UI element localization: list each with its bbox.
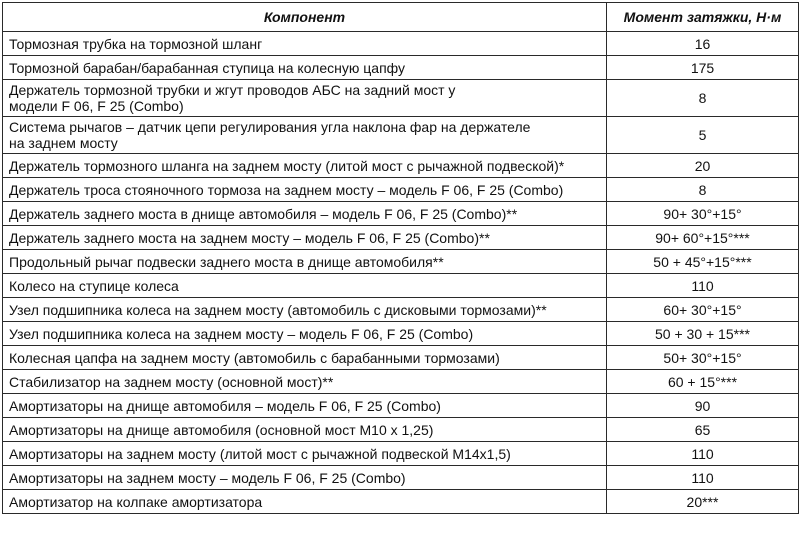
component-cell: Узел подшипника колеса на заднем мосту – модель F 06, F 25 (Combo) <box>3 322 607 346</box>
torque-specification-table <box>2 2 799 514</box>
torque-cell: 50 + 30 + 15*** <box>607 322 799 346</box>
torque-cell: 5 <box>607 117 799 154</box>
component-cell: Держатель заднего моста в днище автомобиля – модель F 06, F 25 (Combo)** <box>3 202 607 226</box>
torque-cell: 8 <box>607 178 799 202</box>
table-row <box>3 226 799 250</box>
component-cell: Амортизатор на колпаке амортизатора <box>3 490 607 514</box>
torque-cell: 90+ 60°+15°*** <box>607 226 799 250</box>
component-cell: Стабилизатор на заднем мосту (основной мост)** <box>3 370 607 394</box>
table-row <box>3 56 799 80</box>
header-torque: Момент затяжки, Н·м <box>607 3 799 32</box>
table-row <box>3 346 799 370</box>
component-cell: Тормозная трубка на тормозной шланг <box>3 32 607 56</box>
table-row <box>3 370 799 394</box>
table-row <box>3 442 799 466</box>
torque-cell: 65 <box>607 418 799 442</box>
table-row <box>3 322 799 346</box>
component-text: Держатель тормозной трубки и жгут проводов АБС на задний мост у модели F 06, F 25 (Combo) <box>9 82 456 114</box>
torque-cell: 110 <box>607 274 799 298</box>
component-cell <box>3 117 607 154</box>
table-row <box>3 154 799 178</box>
torque-cell: 50 + 45°+15°*** <box>607 250 799 274</box>
table-row <box>3 490 799 514</box>
torque-cell: 50+ 30°+15° <box>607 346 799 370</box>
torque-cell: 110 <box>607 466 799 490</box>
component-cell: Колесо на ступице колеса <box>3 274 607 298</box>
table-row <box>3 178 799 202</box>
table-row <box>3 466 799 490</box>
torque-cell: 20*** <box>607 490 799 514</box>
header-component: Компонент <box>3 3 607 32</box>
table-row <box>3 394 799 418</box>
table-row <box>3 202 799 226</box>
table-row <box>3 274 799 298</box>
table-row <box>3 250 799 274</box>
component-cell: Держатель заднего моста на заднем мосту – модель F 06, F 25 (Combo)** <box>3 226 607 250</box>
component-cell: Держатель троса стояночного тормоза на заднем мосту – модель F 06, F 25 (Combo) <box>3 178 607 202</box>
component-cell: Узел подшипника колеса на заднем мосту (автомобиль с дисковыми тормозами)** <box>3 298 607 322</box>
torque-table-container <box>2 2 798 558</box>
component-cell: Амортизаторы на заднем мосту – модель F 06, F 25 (Combo) <box>3 466 607 490</box>
component-cell: Амортизаторы на днище автомобиля (основной мост M10 x 1,25) <box>3 418 607 442</box>
torque-cell: 90+ 30°+15° <box>607 202 799 226</box>
torque-cell: 20 <box>607 154 799 178</box>
component-cell: Амортизаторы на заднем мосту (литой мост с рычажной подвеской M14x1,5) <box>3 442 607 466</box>
table-header-row <box>3 3 799 32</box>
torque-cell: 60+ 30°+15° <box>607 298 799 322</box>
component-text: Система рычагов – датчик цепи регулирования угла наклона фар на держателе на заднем мосту <box>9 119 531 151</box>
table-row <box>3 32 799 56</box>
component-cell: Держатель тормозного шланга на заднем мосту (литой мост с рычажной подвеской)* <box>3 154 607 178</box>
table-row <box>3 298 799 322</box>
component-cell: Тормозной барабан/барабанная ступица на колесную цапфу <box>3 56 607 80</box>
torque-cell: 175 <box>607 56 799 80</box>
table-row <box>3 418 799 442</box>
component-cell: Продольный рычаг подвески заднего моста в днище автомобиля** <box>3 250 607 274</box>
table-row <box>3 80 799 117</box>
table-row <box>3 117 799 154</box>
torque-cell: 60 + 15°*** <box>607 370 799 394</box>
component-cell <box>3 80 607 117</box>
torque-cell: 110 <box>607 442 799 466</box>
component-cell: Амортизаторы на днище автомобиля – модель F 06, F 25 (Combo) <box>3 394 607 418</box>
torque-cell: 16 <box>607 32 799 56</box>
torque-cell: 8 <box>607 80 799 117</box>
torque-cell: 90 <box>607 394 799 418</box>
component-cell: Колесная цапфа на заднем мосту (автомобиль с барабанными тормозами) <box>3 346 607 370</box>
